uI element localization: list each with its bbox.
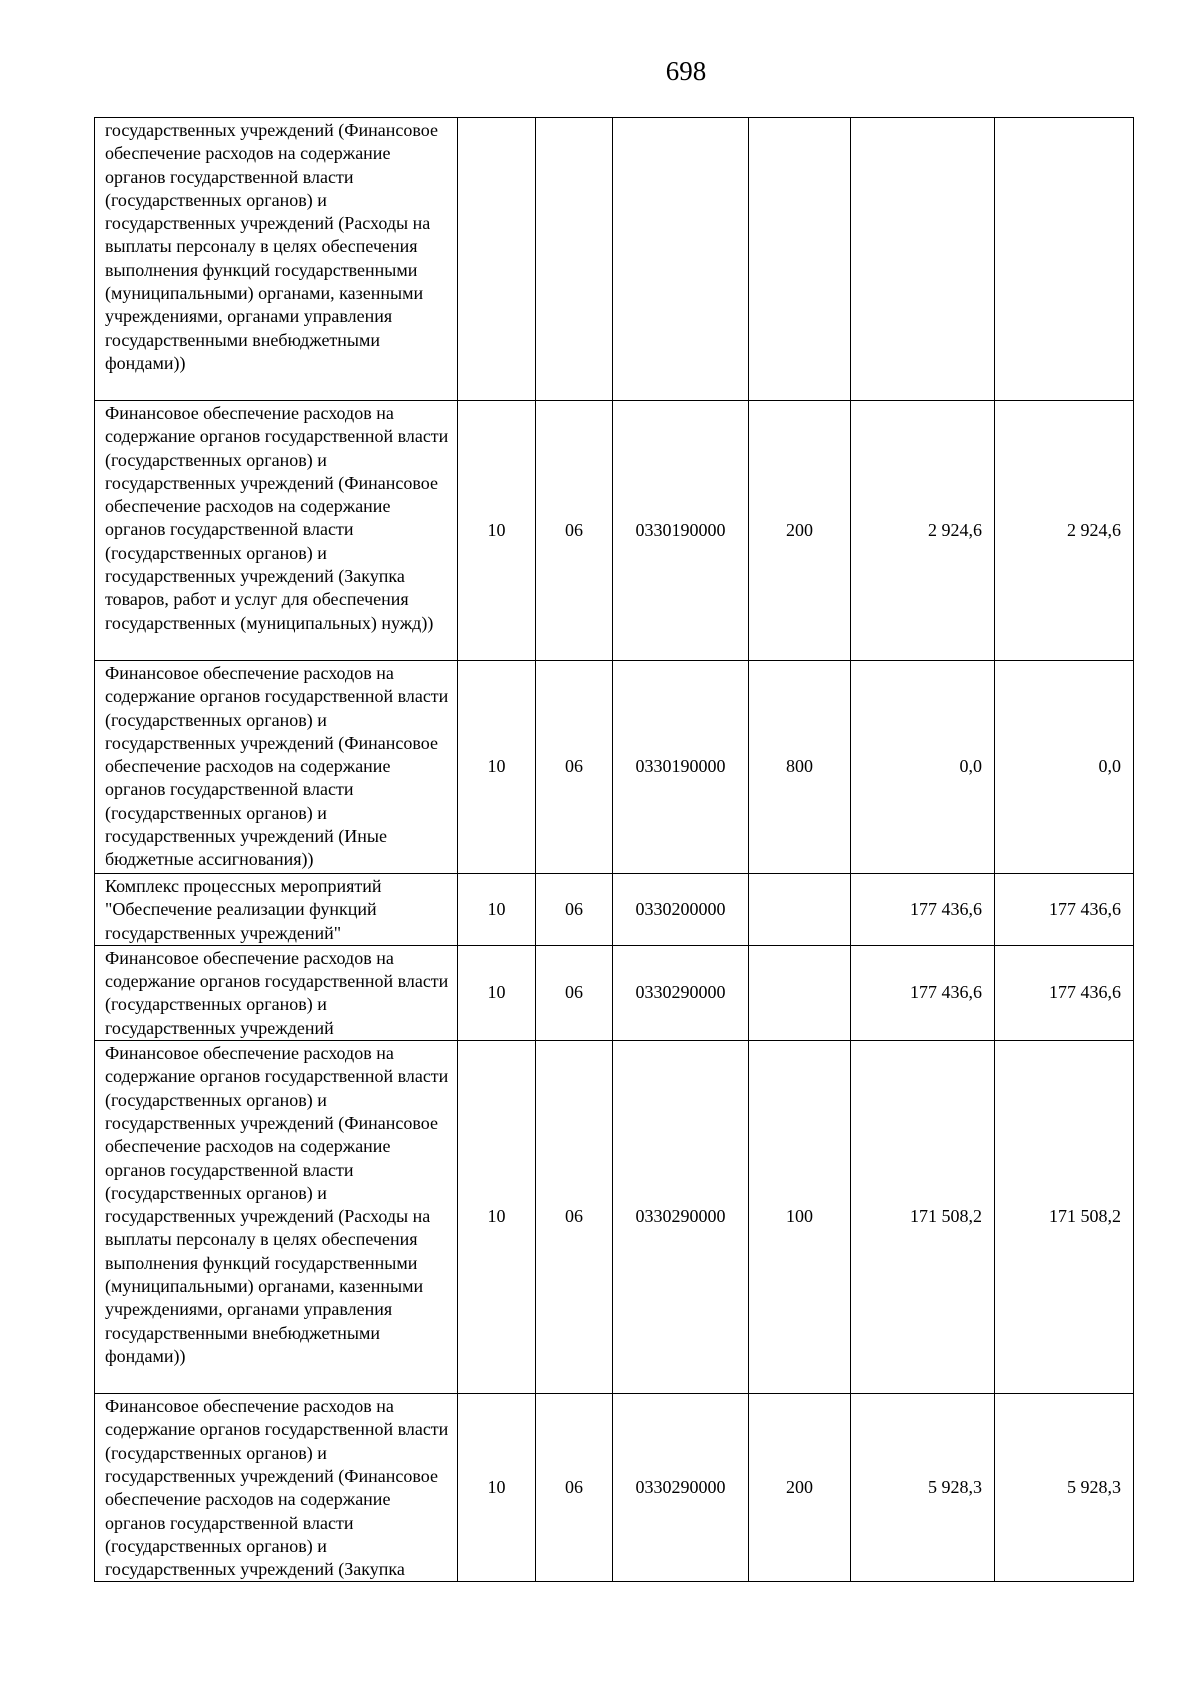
amount-first: 0,0 <box>851 661 995 874</box>
row-description: Финансовое обеспечение расходов на содержание органов государственной власти (государственных органов) и государственных учреждений (Финансовое обеспечение расходов на содержание органов государственной власти (государственных органов) и государственных учреждений (Расходы на выплаты персоналу в целях обеспечения выполнения функций государственными (муниципальными) органами, казенными учреждениями, органами управления государственными внебюджетными фондами)) <box>95 1041 458 1394</box>
section-code: 10 <box>458 661 536 874</box>
section-code: 10 <box>458 1041 536 1394</box>
expense-type-code: 800 <box>749 661 851 874</box>
subsection-code: 06 <box>536 401 613 661</box>
target-article-code: 0330290000 <box>613 1394 749 1582</box>
subsection-code: 06 <box>536 874 613 946</box>
target-article-code: 0330290000 <box>613 945 749 1040</box>
table-row <box>95 945 1134 1040</box>
expense-type-code <box>749 118 851 401</box>
amount-second: 177 436,6 <box>995 945 1134 1040</box>
section-code: 10 <box>458 401 536 661</box>
amount-second: 177 436,6 <box>995 874 1134 946</box>
amount-first: 171 508,2 <box>851 1041 995 1394</box>
subsection-code <box>536 118 613 401</box>
amount-second: 2 924,6 <box>995 401 1134 661</box>
amount-second <box>995 118 1134 401</box>
amount-first <box>851 118 995 401</box>
budget-table <box>94 117 1134 1582</box>
row-description: Финансовое обеспечение расходов на содержание органов государственной власти (государственных органов) и государственных учреждений (Финансовое обеспечение расходов на содержание органов государственной власти (государственных органов) и государственных учреждений (Закупка товаров, работ и услуг для обеспечения государственных (муниципальных) нужд)) <box>95 401 458 661</box>
table-row <box>95 661 1134 874</box>
subsection-code: 06 <box>536 661 613 874</box>
subsection-code: 06 <box>536 1394 613 1582</box>
amount-first: 2 924,6 <box>851 401 995 661</box>
row-description: государственных учреждений (Финансовое обеспечение расходов на содержание органов государственной власти (государственных органов) и государственных учреждений (Расходы на выплаты персоналу в целях обеспечения выполнения функций государственными (муниципальными) органами, казенными учреждениями, органами управления государственными внебюджетными фондами)) <box>95 118 458 401</box>
target-article-code: 0330200000 <box>613 874 749 946</box>
page-number: 698 <box>665 56 707 86</box>
table-row <box>95 118 1134 401</box>
table-row <box>95 1394 1134 1582</box>
section-code: 10 <box>458 1394 536 1582</box>
amount-second: 171 508,2 <box>995 1041 1134 1394</box>
target-article-code: 0330190000 <box>613 401 749 661</box>
target-article-code <box>613 118 749 401</box>
row-description: Финансовое обеспечение расходов на содержание органов государственной власти (государственных органов) и государственных учреждений (Финансовое обеспечение расходов на содержание органов государственной власти (государственных органов) и государственных учреждений (Закупка <box>95 1394 458 1582</box>
section-code <box>458 118 536 401</box>
row-description: Финансовое обеспечение расходов на содержание органов государственной власти (государственных органов) и государственных учреждений <box>95 945 458 1040</box>
table-row <box>95 874 1134 946</box>
expense-type-code <box>749 874 851 946</box>
target-article-code: 0330290000 <box>613 1041 749 1394</box>
subsection-code: 06 <box>536 945 613 1040</box>
expense-type-code: 200 <box>749 1394 851 1582</box>
row-description: Финансовое обеспечение расходов на содержание органов государственной власти (государственных органов) и государственных учреждений (Финансовое обеспечение расходов на содержание органов государственной власти (государственных органов) и государственных учреждений (Иные бюджетные ассигнования)) <box>95 661 458 874</box>
expense-type-code <box>749 945 851 1040</box>
expense-type-code: 200 <box>749 401 851 661</box>
table-row <box>95 1041 1134 1394</box>
section-code: 10 <box>458 874 536 946</box>
amount-first: 5 928,3 <box>851 1394 995 1582</box>
amount-second: 0,0 <box>995 661 1134 874</box>
section-code: 10 <box>458 945 536 1040</box>
expense-type-code: 100 <box>749 1041 851 1394</box>
target-article-code: 0330190000 <box>613 661 749 874</box>
amount-second: 5 928,3 <box>995 1394 1134 1582</box>
amount-first: 177 436,6 <box>851 874 995 946</box>
table-row <box>95 401 1134 661</box>
row-description: Комплекс процессных мероприятий "Обеспечение реализации функций государственных учреждений" <box>95 874 458 946</box>
subsection-code: 06 <box>536 1041 613 1394</box>
amount-first: 177 436,6 <box>851 945 995 1040</box>
